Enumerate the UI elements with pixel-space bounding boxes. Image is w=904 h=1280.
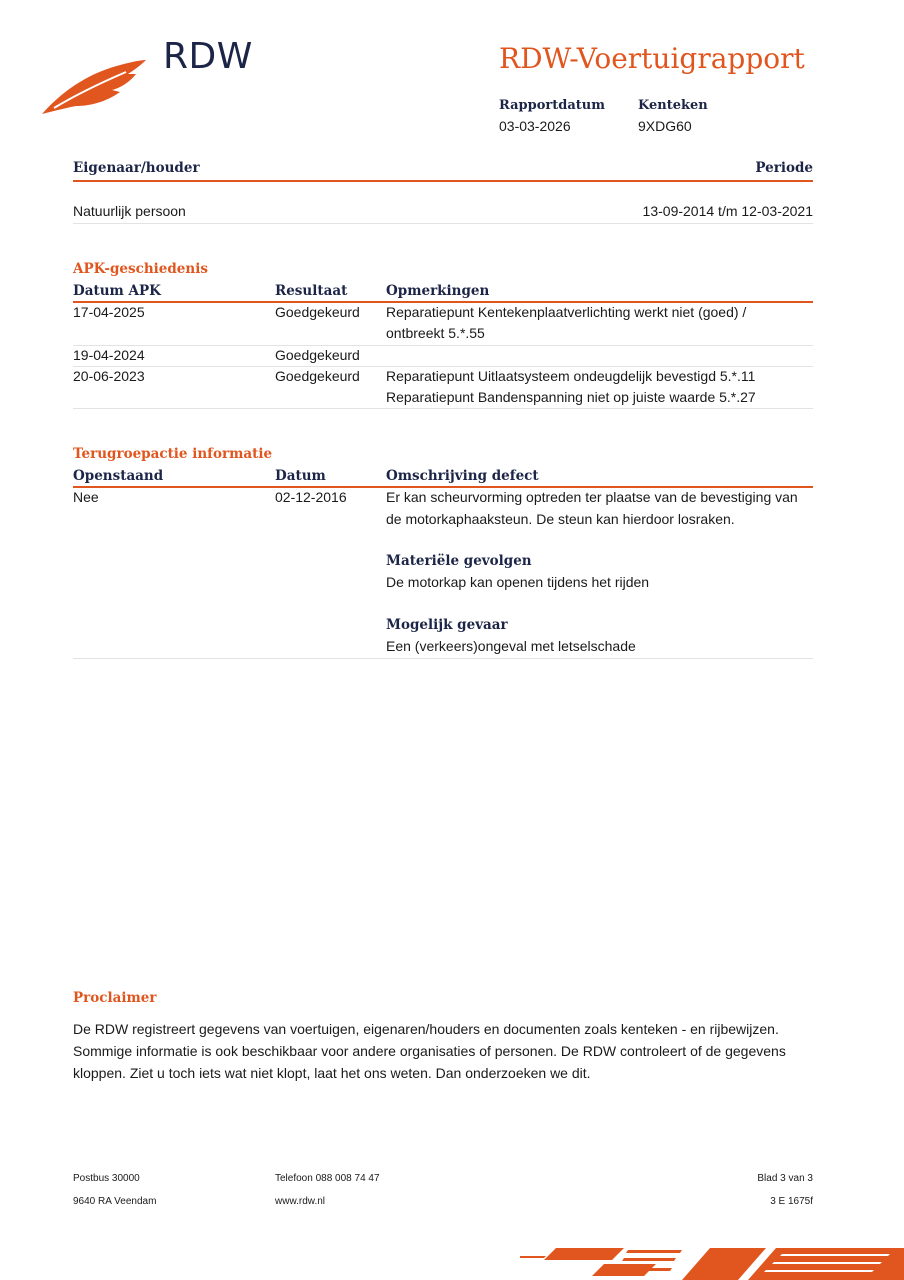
apk-col-remarks: Opmerkingen	[386, 283, 490, 299]
owner-type: Natuurlijk persoon	[73, 203, 186, 219]
apk-row-1-date: 17-04-2025	[73, 304, 145, 320]
apk-row-3-remark-2: Reparatiepunt Bandenspanning niet op juiste waarde 5.*.27	[386, 389, 756, 405]
footer-address-1: Postbus 30000	[73, 1173, 140, 1184]
footer-address-2: 9640 RA Veendam	[73, 1196, 157, 1207]
recall-date-value: 02-12-2016	[275, 489, 347, 505]
proclaimer-line-2: Sommige informatie is ook beschikbaar voor andere organisaties of personen. De RDW controleert of de gegevens	[73, 1043, 786, 1059]
apk-row-3-divider	[73, 408, 813, 409]
recall-section-title: Terugroepactie informatie	[73, 446, 273, 462]
period-header: Periode	[755, 160, 813, 176]
apk-section-title: APK-geschiedenis	[73, 261, 208, 277]
owner-divider	[73, 180, 813, 182]
plate-value: 9XDG60	[638, 118, 692, 134]
footer-document-code: 3 E 1675f	[770, 1196, 813, 1207]
apk-row-2-result: Goedgekeurd	[275, 347, 360, 363]
apk-col-result: Resultaat	[275, 283, 348, 299]
plate-label: Kenteken	[638, 98, 708, 113]
apk-row-1-remark-2: ontbreekt 5.*.55	[386, 325, 485, 341]
decorative-stripes-icon	[520, 1244, 904, 1280]
recall-description-1: Er kan scheurvorming optreden ter plaatse van de bevestiging van	[386, 489, 798, 505]
apk-row-1-divider	[73, 345, 813, 346]
apk-col-date: Datum APK	[73, 283, 161, 299]
footer-page-number: Blad 3 van 3	[757, 1173, 813, 1184]
proclaimer-line-3: kloppen. Ziet u toch iets wat niet klopt, laat het ons weten. Dan onderzoeken we dit.	[73, 1065, 591, 1081]
recall-open-value: Nee	[73, 489, 99, 505]
apk-row-1-result: Goedgekeurd	[275, 304, 360, 320]
proclaimer-text	[73, 1018, 813, 1084]
proclaimer-line-1: De RDW registreert gegevens van voertuigen, eigenaren/houders en documenten zoals kenteken - en rijbewijzen.	[73, 1021, 779, 1037]
apk-row-3-result: Goedgekeurd	[275, 368, 360, 384]
footer-website: www.rdw.nl	[275, 1196, 326, 1207]
owner-header: Eigenaar/houder	[73, 160, 200, 176]
recall-col-date: Datum	[275, 468, 326, 484]
recall-col-description: Omschrijving defect	[386, 468, 539, 484]
recall-col-open: Openstaand	[73, 468, 164, 484]
report-date-label: Rapportdatum	[499, 98, 605, 113]
apk-row-3-remark-1: Reparatiepunt Uitlaatsysteem ondeugdelijk bevestigd 5.*.11	[386, 368, 756, 384]
owner-period: 13-09-2014 t/m 12-03-2021	[642, 203, 813, 219]
danger-text: Een (verkeers)ongeval met letselschade	[386, 638, 636, 654]
apk-row-3-date: 20-06-2023	[73, 368, 145, 384]
report-date-value: 03-03-2026	[499, 118, 571, 134]
proclaimer-title: Proclaimer	[73, 990, 157, 1006]
apk-row-1-remark-1: Reparatiepunt Kentekenplaatverlichting werkt niet (goed) /	[386, 304, 747, 320]
footer-phone: Telefoon 088 008 74 47	[275, 1173, 380, 1184]
recall-description-2: de motorkaphaaksteun. De steun kan hierdoor losraken.	[386, 511, 735, 527]
consequences-text: De motorkap kan openen tijdens het rijden	[386, 574, 650, 590]
apk-row-2-date: 19-04-2024	[73, 347, 145, 363]
owner-row-divider	[73, 223, 813, 224]
logo-text: RDW	[163, 36, 253, 77]
danger-title: Mogelijk gevaar	[386, 617, 508, 633]
report-title: RDW-Voertuigrapport	[499, 42, 805, 75]
recall-row-divider	[73, 658, 813, 659]
rdw-feather-logo-icon	[40, 56, 150, 118]
consequences-title: Materiële gevolgen	[386, 553, 532, 569]
